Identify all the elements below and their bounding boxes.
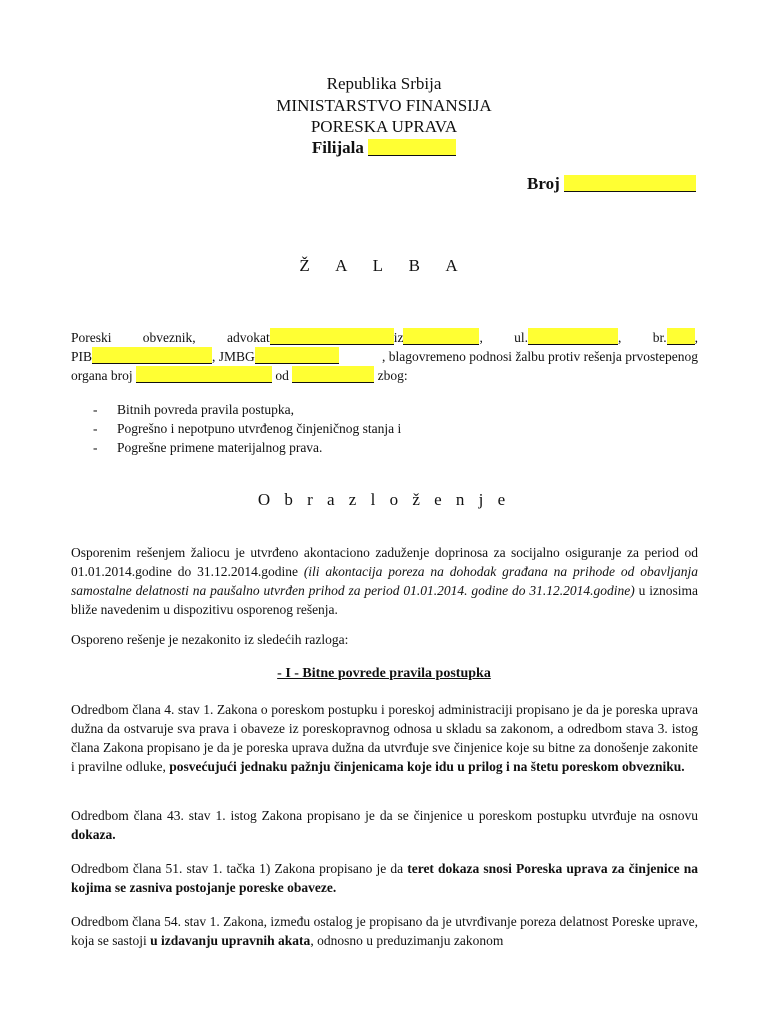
paragraph: Odredbom člana 43. stav 1. istog Zakona propisano je da se činjenice u poreskom postupku utvrđuje na osnovu dokaza. bbox=[71, 808, 698, 842]
paragraph: Odredbom člana 4. stav 1. Zakona o poreskom postupku i poreskoj administraciji propisano je da je poreska uprava dužna da ostvaruje sva prava i obaveze iz poreskopravnog odnosa u skladu sa zakonom, a odredbom stava 3. istog člana Zakona propisano je da je poreska uprava dužna da utvrđuje sve činjenice koje su bitne za donošenje zakonite i pravilne odluke, posvećujući jednaku pažnju činjenicama koje idu u prilog i na štetu poreskom obvezniku. bbox=[71, 702, 698, 774]
intro-advokat: advokat iz , bbox=[226, 330, 483, 345]
intro-text: , blagovremeno podnosi žalbu protiv rešenja prvostepenog bbox=[381, 349, 698, 364]
reasoning-heading: O b r a z l o ž e n j e bbox=[257, 490, 511, 509]
grounds-list bbox=[71, 400, 698, 457]
city-blank-field[interactable] bbox=[403, 328, 479, 345]
case-number bbox=[527, 174, 696, 194]
paragraph: Osporenim rešenjem žaliocu je utvrđeno akontaciono zaduženje doprinosa za socijalno osiguranje za period od 01.01.2014.godine do 31.12.2014.godine (ili akontacija poreza na dohodak građana na prihode od obavljanja samostalne delatnosti na paušalno utvrđen prihod za period 01.01.2014. godine do 31.12.2014.godine) u iznosima bliže navedenim u dispozitivu osporenog rešenja. bbox=[71, 545, 698, 617]
header-ministry: MINISTARSTVO FINANSIJA bbox=[276, 96, 492, 115]
paragraph: Odredbom člana 51. stav 1. tačka 1) Zakona propisano je da teret dokaza snosi Poreska uprava za činjenice na kojima se zasniva postojanje poreske obaveze. bbox=[71, 861, 699, 895]
header-branch bbox=[0, 137, 768, 159]
intro-street: ul. , bbox=[514, 330, 622, 345]
section-heading: - I - Bitne povrede pravila postupka bbox=[277, 666, 491, 681]
jmbg-blank-field[interactable] bbox=[255, 347, 339, 364]
pib-blank-field[interactable] bbox=[92, 347, 212, 364]
decision-number-blank-field[interactable] bbox=[136, 366, 272, 383]
intro-number: br. , bbox=[652, 330, 698, 345]
intro-line-1 bbox=[71, 328, 698, 347]
case-number-blank-field[interactable] bbox=[564, 175, 696, 192]
intro-word: Poreski bbox=[71, 330, 112, 345]
decision-date-blank-field[interactable] bbox=[292, 366, 374, 383]
street-blank-field[interactable] bbox=[528, 328, 618, 345]
intro-line-3: organa broj od zbog: bbox=[71, 368, 408, 383]
list-item: - Bitnih povreda pravila postupka, bbox=[71, 400, 698, 419]
paragraph: Osporeno rešenje je nezakonito iz sledećih razloga: bbox=[71, 632, 349, 647]
intro-pib: PIB , JMBG bbox=[71, 347, 339, 366]
paragraph: Odredbom člana 54. stav 1. Zakona, između ostalog je propisano da je utvrđivanje poreza delatnost Poreske uprave, koja se sastoji u izdavanju upravnih akata, odnosno u preduzimanju zakonom bbox=[71, 914, 698, 948]
list-item: - Pogrešno i nepotpuno utvrđenog činjeničnog stanja i bbox=[71, 419, 698, 438]
case-number-label: Broj bbox=[527, 174, 560, 193]
document-title: Ž A L B A bbox=[299, 256, 469, 275]
header-agency: PORESKA UPRAVA bbox=[310, 117, 458, 136]
lawyer-blank-field[interactable] bbox=[270, 328, 394, 345]
branch-blank-field[interactable] bbox=[368, 139, 456, 156]
house-number-blank-field[interactable] bbox=[667, 328, 695, 345]
header-country: Republika Srbija bbox=[326, 74, 442, 93]
intro-paragraph bbox=[71, 328, 698, 385]
intro-line-2 bbox=[71, 347, 698, 366]
branch-label: Filijala bbox=[311, 138, 364, 157]
list-item: - Pogrešne primene materijalnog prava. bbox=[71, 438, 698, 457]
intro-word: obveznik, bbox=[142, 330, 196, 345]
